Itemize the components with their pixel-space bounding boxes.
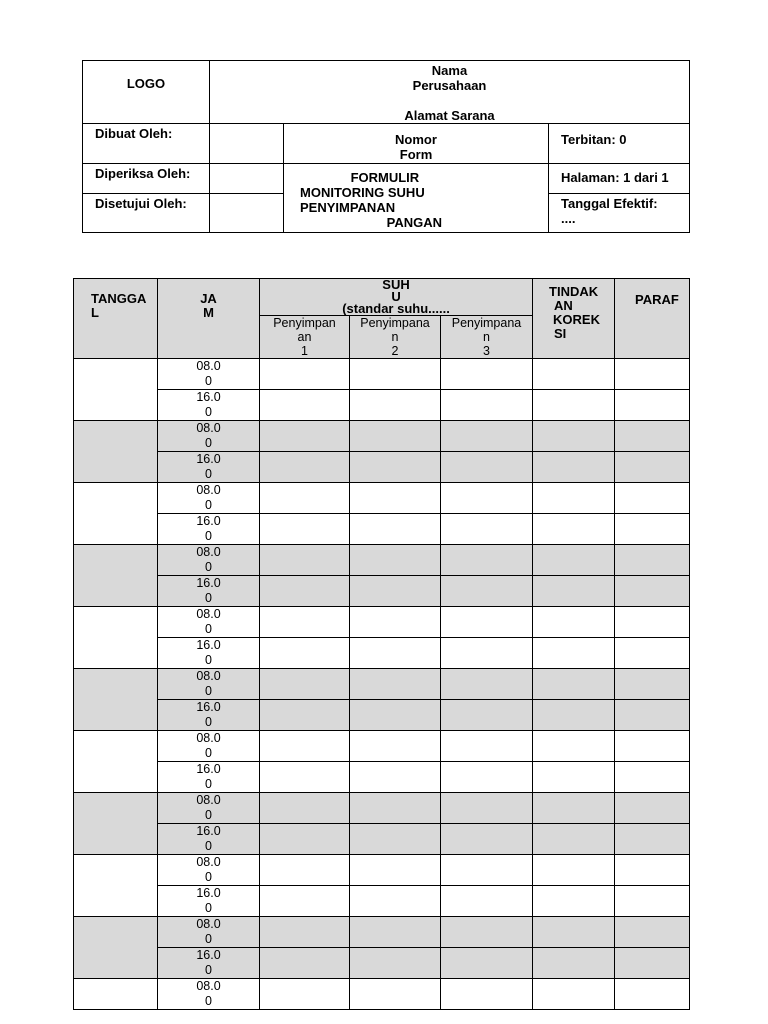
time-value-line-1: 16.0 (196, 762, 221, 776)
storage-2-cell[interactable] (350, 390, 441, 421)
time-cell (158, 700, 260, 731)
storage-1-cell[interactable] (260, 421, 350, 452)
date-cell[interactable] (74, 731, 158, 793)
signature-cell[interactable] (615, 390, 690, 421)
storage-3-header (441, 316, 533, 359)
corrective-action-cell[interactable] (533, 917, 615, 948)
signature-cell[interactable] (615, 700, 690, 731)
action-header-line-3: KOREK (553, 312, 600, 327)
date-cell[interactable] (74, 793, 158, 855)
time-value-line-2: 0 (205, 405, 212, 419)
corrective-action-cell[interactable] (533, 855, 615, 886)
storage-3-cell[interactable] (441, 917, 533, 948)
form-number-line-2: Form (399, 147, 433, 162)
company-cell (210, 61, 690, 124)
time-value-line-1: 16.0 (196, 514, 221, 528)
storage-3-line-1: Penyimpana (451, 316, 522, 330)
storage-3-cell[interactable] (441, 793, 533, 824)
corrective-action-cell[interactable] (533, 483, 615, 514)
corrective-action-cell[interactable] (533, 793, 615, 824)
time-value-line-2: 0 (205, 777, 212, 791)
time-value-line-1: 16.0 (196, 886, 221, 900)
approved-by-field[interactable] (210, 194, 284, 233)
table-row (74, 886, 690, 917)
storage-1-line-3: 1 (301, 344, 308, 358)
time-value-line-2: 0 (205, 746, 212, 760)
time-cell (158, 514, 260, 545)
time-cell (158, 731, 260, 762)
table-row (74, 638, 690, 669)
time-value-line-2: 0 (205, 653, 212, 667)
corrective-action-cell[interactable] (533, 762, 615, 793)
storage-2-cell[interactable] (350, 886, 441, 917)
table-row (74, 917, 690, 948)
storage-2-cell[interactable] (350, 917, 441, 948)
corrective-action-cell[interactable] (533, 886, 615, 917)
time-cell (158, 979, 260, 1010)
storage-2-cell[interactable] (350, 824, 441, 855)
form-title-line-3: PENYIMPANAN (300, 200, 396, 215)
time-value-line-2: 0 (205, 498, 212, 512)
time-column-header (158, 279, 260, 359)
time-value-line-1: 08.0 (196, 483, 221, 497)
corrective-action-cell[interactable] (533, 514, 615, 545)
temperature-header-line-2: U (391, 289, 401, 304)
storage-3-cell[interactable] (441, 514, 533, 545)
signature-cell[interactable] (615, 824, 690, 855)
time-cell (158, 762, 260, 793)
time-value-line-1: 16.0 (196, 452, 221, 466)
storage-3-cell[interactable] (441, 421, 533, 452)
signature-cell[interactable] (615, 762, 690, 793)
table-row (74, 824, 690, 855)
time-value-line-1: 08.0 (196, 855, 221, 869)
time-value-line-2: 0 (205, 436, 212, 450)
table-row (74, 359, 690, 390)
storage-3-cell[interactable] (441, 731, 533, 762)
signature-cell[interactable] (615, 886, 690, 917)
time-value-line-2: 0 (205, 529, 212, 543)
signature-cell[interactable] (615, 793, 690, 824)
storage-1-cell[interactable] (260, 793, 350, 824)
storage-2-cell[interactable] (350, 359, 441, 390)
storage-2-header (350, 316, 441, 359)
storage-3-line-2: n (483, 330, 490, 344)
time-value-line-2: 0 (205, 808, 212, 822)
effective-date-label: Tanggal Efektif: (561, 196, 658, 211)
company-address: Alamat Sarana (404, 108, 495, 123)
table-row (74, 979, 690, 1010)
storage-2-cell[interactable] (350, 421, 441, 452)
storage-1-header (260, 316, 350, 359)
time-cell (158, 638, 260, 669)
date-cell[interactable] (74, 483, 158, 545)
checked-by-field[interactable] (210, 164, 284, 194)
time-value-line-2: 0 (205, 684, 212, 698)
logo-cell (83, 61, 210, 124)
signature-cell[interactable] (615, 359, 690, 390)
storage-2-line-1: Penyimpana (360, 316, 430, 330)
storage-3-cell[interactable] (441, 669, 533, 700)
temperature-column-header (260, 279, 533, 316)
time-cell (158, 421, 260, 452)
date-header-line-1: TANGGA (91, 291, 147, 306)
storage-2-cell[interactable] (350, 731, 441, 762)
edition-label: Terbitan: 0 (549, 124, 690, 164)
made-by-field[interactable] (210, 124, 284, 164)
storage-1-cell[interactable] (260, 824, 350, 855)
corrective-action-cell[interactable] (533, 607, 615, 638)
storage-3-cell[interactable] (441, 886, 533, 917)
storage-2-cell[interactable] (350, 576, 441, 607)
logo-placeholder: LOGO (126, 75, 166, 91)
storage-3-cell[interactable] (441, 762, 533, 793)
signature-cell[interactable] (615, 514, 690, 545)
time-value-line-2: 0 (205, 560, 212, 574)
effective-date-value: .... (561, 211, 576, 226)
storage-2-cell[interactable] (350, 483, 441, 514)
corrective-action-cell[interactable] (533, 390, 615, 421)
storage-2-cell[interactable] (350, 607, 441, 638)
time-value-line-1: 08.0 (196, 979, 221, 993)
approved-by-label: Disetujui Oleh: (83, 194, 210, 233)
corrective-action-column-header (533, 279, 615, 359)
storage-1-cell[interactable] (260, 607, 350, 638)
time-value-line-1: 08.0 (196, 669, 221, 683)
time-value-line-1: 16.0 (196, 390, 221, 404)
time-value-line-2: 0 (205, 839, 212, 853)
corrective-action-cell[interactable] (533, 979, 615, 1010)
time-cell (158, 576, 260, 607)
time-cell (158, 545, 260, 576)
signature-cell[interactable] (615, 669, 690, 700)
time-value-line-1: 16.0 (196, 948, 221, 962)
table-row (74, 855, 690, 886)
table-row (74, 421, 690, 452)
date-cell[interactable] (74, 979, 158, 1010)
storage-2-cell[interactable] (350, 638, 441, 669)
storage-2-cell[interactable] (350, 514, 441, 545)
date-cell[interactable] (74, 669, 158, 731)
corrective-action-cell[interactable] (533, 452, 615, 483)
signature-cell[interactable] (615, 576, 690, 607)
time-cell (158, 483, 260, 514)
temperature-header-line-1: SUH (382, 277, 410, 292)
corrective-action-cell[interactable] (533, 421, 615, 452)
action-header-line-4: SI (554, 326, 567, 341)
storage-3-cell[interactable] (441, 545, 533, 576)
storage-3-cell[interactable] (441, 452, 533, 483)
storage-1-cell[interactable] (260, 669, 350, 700)
storage-3-cell[interactable] (441, 855, 533, 886)
monitoring-rows (74, 359, 690, 1010)
corrective-action-cell[interactable] (533, 700, 615, 731)
storage-1-cell[interactable] (260, 886, 350, 917)
time-value-line-2: 0 (205, 932, 212, 946)
time-cell (158, 886, 260, 917)
table-row (74, 762, 690, 793)
storage-3-cell[interactable] (441, 948, 533, 979)
time-cell (158, 359, 260, 390)
storage-2-line-3: 2 (391, 344, 399, 358)
signature-cell[interactable] (615, 948, 690, 979)
signature-cell[interactable] (615, 421, 690, 452)
storage-2-cell[interactable] (350, 979, 441, 1010)
storage-1-cell[interactable] (260, 979, 350, 1010)
signature-cell[interactable] (615, 638, 690, 669)
time-header-line-2: M (203, 305, 214, 320)
storage-1-line-2: an (297, 330, 312, 344)
time-cell (158, 793, 260, 824)
storage-2-cell[interactable] (350, 669, 441, 700)
temperature-monitoring-table (73, 278, 690, 1010)
corrective-action-cell[interactable] (533, 669, 615, 700)
checked-by-label: Diperiksa Oleh: (83, 164, 210, 194)
storage-3-cell[interactable] (441, 483, 533, 514)
signature-cell[interactable] (615, 731, 690, 762)
date-cell[interactable] (74, 545, 158, 607)
storage-3-cell[interactable] (441, 607, 533, 638)
table-row (74, 669, 690, 700)
corrective-action-cell[interactable] (533, 824, 615, 855)
table-row (74, 576, 690, 607)
action-header-line-2: AN (554, 298, 573, 313)
table-row (74, 483, 690, 514)
action-header-line-1: TINDAK (549, 284, 599, 299)
storage-2-cell[interactable] (350, 545, 441, 576)
corrective-action-cell[interactable] (533, 359, 615, 390)
corrective-action-cell[interactable] (533, 638, 615, 669)
date-header-line-2: L (91, 305, 99, 320)
time-value-line-1: 08.0 (196, 607, 221, 621)
storage-1-cell[interactable] (260, 514, 350, 545)
table-row (74, 452, 690, 483)
storage-2-cell[interactable] (350, 700, 441, 731)
corrective-action-cell[interactable] (533, 948, 615, 979)
time-cell (158, 390, 260, 421)
time-cell (158, 607, 260, 638)
table-row (74, 514, 690, 545)
form-number-cell (284, 124, 549, 164)
storage-1-cell[interactable] (260, 700, 350, 731)
storage-2-cell[interactable] (350, 762, 441, 793)
corrective-action-cell[interactable] (533, 576, 615, 607)
storage-1-cell[interactable] (260, 452, 350, 483)
table-row (74, 607, 690, 638)
storage-1-cell[interactable] (260, 576, 350, 607)
signature-cell[interactable] (615, 917, 690, 948)
corrective-action-cell[interactable] (533, 545, 615, 576)
table-row (74, 793, 690, 824)
table-row (74, 545, 690, 576)
form-number-line-1: Nomor (395, 132, 437, 147)
storage-3-cell[interactable] (441, 390, 533, 421)
time-value-line-2: 0 (205, 963, 212, 977)
time-cell (158, 917, 260, 948)
time-value-line-2: 0 (205, 901, 212, 915)
storage-2-cell[interactable] (350, 793, 441, 824)
time-cell (158, 824, 260, 855)
storage-1-cell[interactable] (260, 855, 350, 886)
storage-1-cell[interactable] (260, 948, 350, 979)
storage-3-cell[interactable] (441, 359, 533, 390)
company-name-line-1: Nama (431, 63, 468, 78)
storage-3-cell[interactable] (441, 979, 533, 1010)
time-cell (158, 948, 260, 979)
corrective-action-cell[interactable] (533, 731, 615, 762)
time-value-line-1: 08.0 (196, 917, 221, 931)
time-value-line-2: 0 (205, 715, 212, 729)
temperature-standard-note: (standar suhu...... (342, 301, 450, 316)
date-cell[interactable] (74, 359, 158, 421)
date-cell[interactable] (74, 917, 158, 979)
signature-cell[interactable] (615, 483, 690, 514)
storage-2-cell[interactable] (350, 948, 441, 979)
form-title-cell (284, 164, 549, 233)
form-title-line-1: FORMULIR (300, 170, 420, 185)
table-row (74, 390, 690, 421)
storage-1-cell[interactable] (260, 638, 350, 669)
storage-2-cell[interactable] (350, 452, 441, 483)
form-title-line-2: MONITORING SUHU (300, 185, 425, 200)
storage-1-cell[interactable] (260, 483, 350, 514)
storage-2-line-2: n (391, 330, 399, 344)
time-cell (158, 855, 260, 886)
date-column-header (74, 279, 158, 359)
storage-3-cell[interactable] (441, 638, 533, 669)
time-value-line-2: 0 (205, 870, 212, 884)
storage-1-cell[interactable] (260, 359, 350, 390)
storage-1-line-1: Penyimpan (273, 316, 336, 330)
time-value-line-1: 16.0 (196, 576, 221, 590)
time-cell (158, 669, 260, 700)
storage-3-line-3: 3 (483, 344, 490, 358)
signature-column-header: PARAF (615, 279, 690, 359)
date-cell[interactable] (74, 855, 158, 917)
signature-cell[interactable] (615, 607, 690, 638)
company-name-line-2: Perusahaan (412, 78, 487, 93)
time-value-line-1: 16.0 (196, 824, 221, 838)
time-value-line-1: 08.0 (196, 731, 221, 745)
signature-cell[interactable] (615, 979, 690, 1010)
time-value-line-1: 08.0 (196, 421, 221, 435)
time-value-line-1: 16.0 (196, 638, 221, 652)
time-value-line-1: 16.0 (196, 700, 221, 714)
time-header-line-1: JA (200, 291, 217, 306)
time-value-line-2: 0 (205, 591, 212, 605)
storage-1-cell[interactable] (260, 545, 350, 576)
form-title-line-4: PANGAN (300, 215, 443, 230)
time-value-line-2: 0 (205, 994, 212, 1008)
time-value-line-2: 0 (205, 467, 212, 481)
time-cell (158, 452, 260, 483)
table-row (74, 700, 690, 731)
effective-date-cell (549, 194, 690, 233)
signature-cell[interactable] (615, 452, 690, 483)
table-row (74, 731, 690, 762)
date-cell[interactable] (74, 607, 158, 669)
time-value-line-1: 08.0 (196, 545, 221, 559)
storage-1-cell[interactable] (260, 731, 350, 762)
page-label: Halaman: 1 dari 1 (549, 164, 690, 194)
storage-2-cell[interactable] (350, 855, 441, 886)
time-value-line-1: 08.0 (196, 359, 221, 373)
time-value-line-1: 08.0 (196, 793, 221, 807)
date-cell[interactable] (74, 421, 158, 483)
signature-cell[interactable] (615, 855, 690, 886)
signature-cell[interactable] (615, 545, 690, 576)
storage-1-cell[interactable] (260, 917, 350, 948)
form-header-table (82, 60, 690, 233)
storage-3-cell[interactable] (441, 576, 533, 607)
made-by-label: Dibuat Oleh: (83, 124, 210, 164)
storage-3-cell[interactable] (441, 824, 533, 855)
table-row (74, 948, 690, 979)
time-value-line-2: 0 (205, 374, 212, 388)
storage-3-cell[interactable] (441, 700, 533, 731)
storage-1-cell[interactable] (260, 762, 350, 793)
storage-1-cell[interactable] (260, 390, 350, 421)
time-value-line-2: 0 (205, 622, 212, 636)
